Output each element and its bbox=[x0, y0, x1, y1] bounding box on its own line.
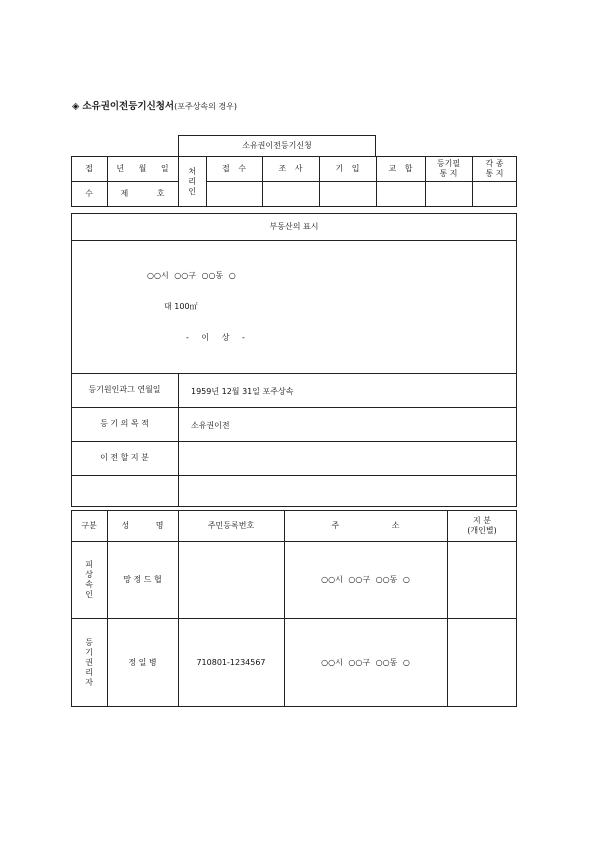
party1-role: 피상속인 bbox=[84, 559, 94, 600]
property-header: 부동산의 표시 bbox=[269, 221, 319, 231]
row-label-purpose: 등 기 의 목 적 bbox=[100, 419, 149, 429]
receipt-col-josa: 조 사 bbox=[278, 163, 303, 173]
title-sub: (포주상속의 경우) bbox=[174, 102, 238, 111]
property-area: 대 100㎡ bbox=[164, 302, 198, 311]
row-value-purpose: 소유권이전 bbox=[191, 421, 230, 430]
parties-header-share: 지 분 (개인별) bbox=[467, 516, 497, 535]
party2-role: 등기권리자 bbox=[84, 637, 94, 688]
party1-name: 망 정 드 협 bbox=[123, 574, 162, 584]
receipt-number: 제 호 bbox=[120, 189, 165, 199]
receipt-header: 소유권이전등기신청 bbox=[242, 141, 312, 151]
row-value-cause: 1959년 12월 31일 포주상속 bbox=[191, 387, 294, 396]
title-main: 소유권이전등기신청서 bbox=[82, 101, 175, 112]
row-label-blank bbox=[71, 475, 178, 507]
property-location: ○○시 ○○구 ○○동 ○ bbox=[147, 271, 236, 280]
receipt-col-notice: 등기필 통 지 bbox=[436, 159, 461, 178]
property-end: - 이 상 - bbox=[186, 333, 245, 342]
party2-address: ○○시 ○○구 ○○동 ○ bbox=[321, 657, 410, 667]
party1-share bbox=[447, 541, 517, 618]
party1-address: ○○시 ○○구 ○○동 ○ bbox=[321, 574, 410, 584]
parties-header-id: 주민등록번호 bbox=[207, 520, 255, 530]
row-label-share: 이 전 할 지 분 bbox=[100, 453, 149, 463]
receipt-date: 년 월 일 bbox=[116, 163, 169, 173]
parties-header-role: 구분 bbox=[81, 520, 97, 530]
document-title bbox=[72, 98, 237, 112]
parties-header-address: 주 소 bbox=[331, 520, 400, 530]
row-label-cause: 등기원인과그 연월일 bbox=[88, 385, 161, 395]
party2-share bbox=[447, 618, 517, 707]
receipt-su: 수 bbox=[85, 189, 93, 199]
receipt-col-various: 각 종 통 지 bbox=[485, 159, 504, 178]
party2-id: 710801-1234567 bbox=[196, 657, 266, 667]
receipt-col-giip: 기 입 bbox=[335, 163, 360, 173]
receipt-col-gyohap: 교 합 bbox=[388, 163, 413, 173]
receipt-handler: 처리인 bbox=[187, 166, 197, 197]
party1-id bbox=[178, 541, 284, 618]
receipt-jeop: 접 bbox=[85, 163, 93, 173]
parties-header-name: 성 명 bbox=[121, 520, 164, 530]
diamond-bullet-icon: ◈ bbox=[72, 101, 80, 112]
party2-name: 정 일 병 bbox=[128, 657, 157, 667]
receipt-col-jeopsu: 접 수 bbox=[222, 163, 246, 173]
